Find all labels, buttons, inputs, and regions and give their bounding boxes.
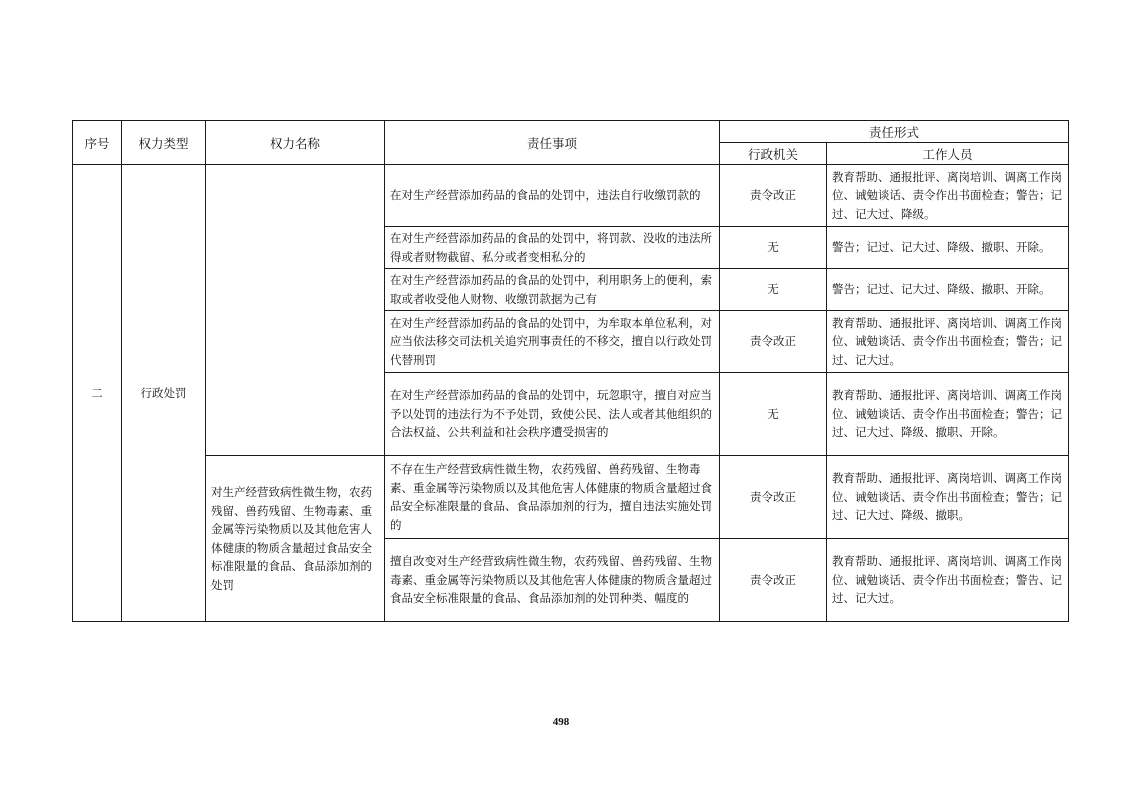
header-power-type: 权力类型: [122, 121, 206, 165]
header-staff: 工作人员: [827, 143, 1069, 165]
matter-cell: 在对生产经营添加药品的食品的处罚中，违法自行收缴罚款的: [385, 165, 720, 227]
agency-cell: 责令改正: [720, 456, 827, 539]
matter-cell: 不存在生产经营致病性微生物，农药残留、兽药残留、生物毒素、重金属等污染物质以及其他危害人体健康的物质含量超过食品安全标准限量的食品、食品添加剂的行为，擅自违法实施处罚的: [385, 456, 720, 539]
matter-cell: 擅自改变对生产经营致病性微生物，农药残留、兽药残留、生物毒素、重金属等污染物质以及其他危害人体健康的物质含量超过食品安全标准限量的食品、食品添加剂的处罚种类、幅度的: [385, 539, 720, 622]
header-power-name: 权力名称: [206, 121, 385, 165]
staff-cell: 教育帮助、通报批评、离岗培训、调离工作岗位、诫勉谈话、责令作出书面检查；警告；记过、记大过。: [827, 311, 1069, 373]
header-row-1: [73, 121, 1069, 143]
agency-cell: 无: [720, 227, 827, 269]
staff-cell: 警告；记过、记大过、降级、撤职、开除。: [827, 227, 1069, 269]
matter-cell: 在对生产经营添加药品的食品的处罚中，利用职务上的便利，索取或者收受他人财物、收缴罚款据为己有: [385, 269, 720, 311]
agency-cell: 责令改正: [720, 539, 827, 622]
responsibility-table: [72, 120, 1069, 622]
header-responsibility-matter: 责任事项: [385, 121, 720, 165]
header-responsibility-form: 责任形式: [720, 121, 1069, 143]
table-row: [73, 456, 1069, 539]
staff-cell: 教育帮助、通报批评、离岗培训、调离工作岗位、诫勉谈话、责令作出书面检查；警告、记过、记大过。: [827, 539, 1069, 622]
agency-cell: 无: [720, 373, 827, 456]
header-seq: 序号: [73, 121, 122, 165]
agency-cell: 责令改正: [720, 165, 827, 227]
matter-cell: 在对生产经营添加药品的食品的处罚中，为牟取本单位私利，对应当依法移交司法机关追究刑事责任的不移交，擅自以行政处罚代替刑罚: [385, 311, 720, 373]
page-number: 498: [552, 716, 570, 728]
table-row: [73, 165, 1069, 227]
seq-cell: 二: [73, 165, 122, 622]
agency-cell: 无: [720, 269, 827, 311]
power-type-cell: 行政处罚: [122, 165, 206, 622]
matter-cell: 在对生产经营添加药品的食品的处罚中，玩忽职守，擅自对应当予以处罚的违法行为不予处罚，致使公民、法人或者其他组织的合法权益、公共利益和社会秩序遭受损害的: [385, 373, 720, 456]
staff-cell: 教育帮助、通报批评、离岗培训、调离工作岗位、诫勉谈话、责令作出书面检查；警告；记过、记大过、降级、撤职。: [827, 456, 1069, 539]
matter-cell: 在对生产经营添加药品的食品的处罚中，将罚款、没收的违法所得或者财物截留、私分或者变相私分的: [385, 227, 720, 269]
agency-cell: 责令改正: [720, 311, 827, 373]
power-name-cell-empty: [206, 165, 385, 456]
header-admin-agency: 行政机关: [720, 143, 827, 165]
power-name-cell: 对生产经营致病性微生物，农药残留、兽药残留、生物毒素、重金属等污染物质以及其他危害人体健康的物质含量超过食品安全标准限量的食品、食品添加剂的处罚: [206, 456, 385, 622]
staff-cell: 教育帮助、通报批评、离岗培训、调离工作岗位、诫勉谈话、责令作出书面检查；警告；记过、记大过、降级。: [827, 165, 1069, 227]
staff-cell: 警告；记过、记大过、降级、撤职、开除。: [827, 269, 1069, 311]
staff-cell: 教育帮助、通报批评、离岗培训、调离工作岗位、诫勉谈话、责令作出书面检查；警告；记过、记大过、降级、撤职、开除。: [827, 373, 1069, 456]
